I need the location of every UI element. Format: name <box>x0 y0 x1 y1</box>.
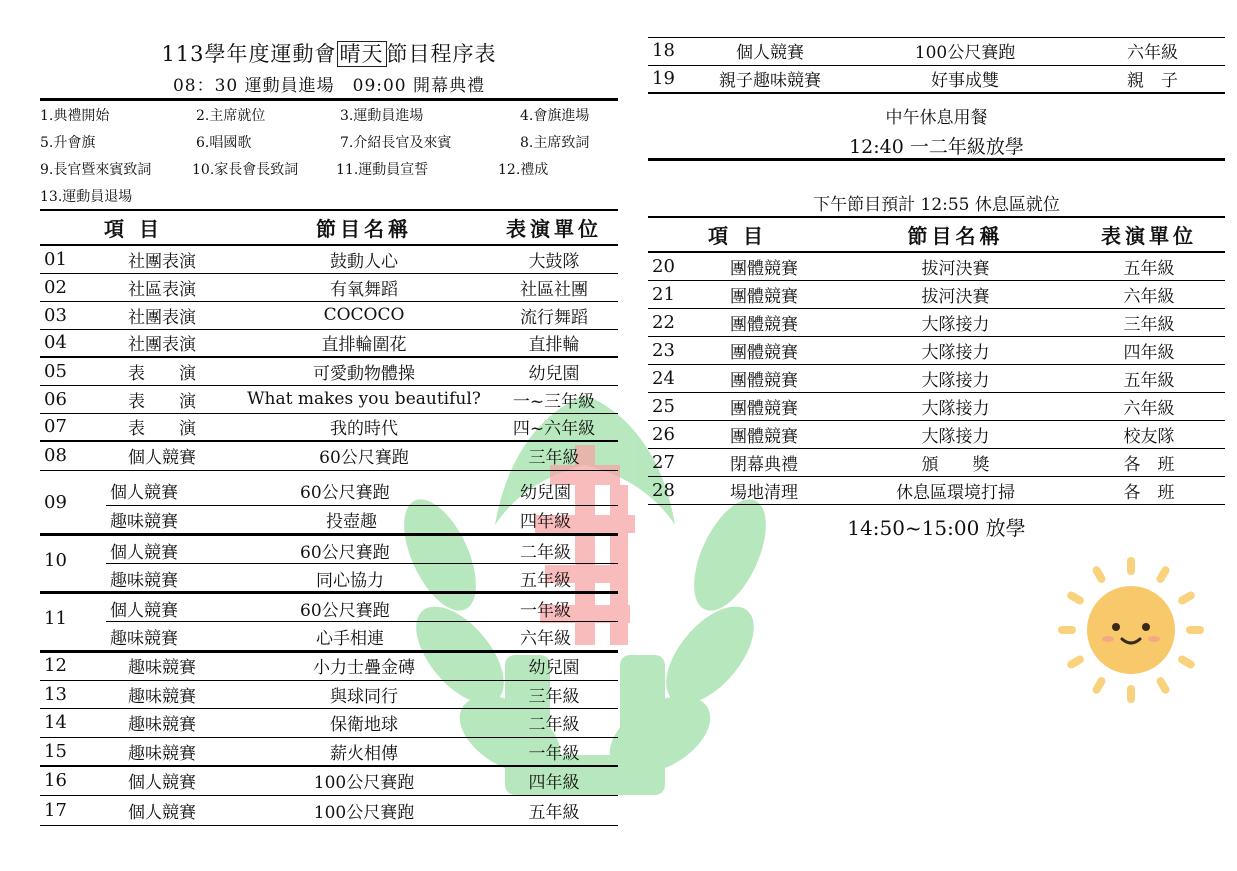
table-row: 17 個人競賽 100公尺賽跑 五年級 <box>40 795 618 825</box>
table-row: 04 社團表演 直排輪圍花 直排輪 <box>40 329 618 357</box>
ceremony-row: 9.長官暨來賓致詞 10.家長會長致詞 11.運動員宣誓 12.禮成 <box>40 162 549 178</box>
group-number: 10 <box>44 550 67 571</box>
table-row: 08 個人競賽 60公尺賽跑 三年級 <box>40 441 618 470</box>
page-subtitle: 08：30 運動員進場 09:00 開幕典禮 <box>172 76 486 96</box>
table-row: 20 團體競賽 拔河決賽 五年級 <box>648 252 1225 280</box>
grade-1-2-dismissal: 12:40 一二年級放學 <box>849 136 1024 158</box>
header-item: 項 目 <box>648 217 838 252</box>
table-row: 13 趣味競賽 與球同行 三年級 <box>40 680 618 708</box>
table-row: 27 閉幕典禮 頒 獎 各 班 <box>648 448 1225 476</box>
table-row: 24 團體競賽 大隊接力 五年級 <box>648 364 1225 392</box>
table-row: 趣味競賽 同心協力 五年級 <box>110 571 571 591</box>
table-row: 12 趣味競賽 小力士疊金磚 幼兒園 <box>40 652 618 680</box>
header-item: 項 目 <box>40 210 238 245</box>
table-row: 15 趣味競賽 薪火相傳 一年級 <box>40 737 618 766</box>
table-row: 06 表 演 What makes you beautiful? 一~三年級 <box>40 385 618 413</box>
table-row: 22 團體競賽 大隊接力 三年級 <box>648 308 1225 336</box>
header-name: 節目名稱 <box>838 217 1073 252</box>
table-row: 21 團體競賽 拔河決賽 六年級 <box>648 280 1225 308</box>
header-unit: 表演單位 <box>490 210 618 245</box>
table-row: 05 表 演 可愛動物體操 幼兒園 <box>40 357 618 385</box>
table-row: 19 親子趣味競賽 好事成雙 親 子 <box>648 65 1225 93</box>
schedule-table-right-top <box>648 37 1225 94</box>
table-row: 23 團體競賽 大隊接力 四年級 <box>648 336 1225 364</box>
weather-tag: 晴天 <box>337 41 387 67</box>
group-09 <box>40 475 618 533</box>
table-row: 03 社團表演 COCOCO 流行舞蹈 <box>40 301 618 329</box>
table-row: 趣味競賽 心手相連 六年級 <box>110 629 571 649</box>
table-row: 25 團體競賽 大隊接力 六年級 <box>648 392 1225 420</box>
ceremony-row: 13.運動員退場 <box>40 189 133 205</box>
header-unit: 表演單位 <box>1073 217 1225 252</box>
page-title: 113學年度運動會 晴天 節目程序表 <box>161 42 497 66</box>
table-row: 18 個人競賽 100公尺賽跑 六年級 <box>648 37 1225 65</box>
header-name: 節目名稱 <box>238 210 490 245</box>
schedule-table-left-b <box>40 652 618 826</box>
table-row: 16 個人競賽 100公尺賽跑 四年級 <box>40 766 618 795</box>
table-row: 02 社區表演 有氧舞蹈 社區社團 <box>40 273 618 301</box>
ceremony-row: 5.升會旗 6.唱國歌 7.介紹長官及來賓 8.主席致詞 <box>40 135 590 151</box>
table-row: 14 趣味競賽 保衛地球 二年級 <box>40 708 618 737</box>
table-row: 26 團體競賽 大隊接力 校友隊 <box>648 420 1225 448</box>
ceremony-row: 1.典禮開始 2.主席就位 3.運動員進場 4.會旗進場 <box>40 108 590 124</box>
table-row: 個人競賽 60公尺賽跑 一年級 <box>110 601 571 621</box>
table-row: 個人競賽 60公尺賽跑 幼兒園 <box>110 483 571 503</box>
group-10 <box>40 536 618 591</box>
table-row: 趣味競賽 投壺趣 四年級 <box>110 512 571 532</box>
table-row: 個人競賽 60公尺賽跑 二年級 <box>110 543 571 563</box>
group-11 <box>40 594 618 650</box>
table-row: 28 場地清理 休息區環境打掃 各 班 <box>648 476 1225 504</box>
group-number: 09 <box>44 492 67 513</box>
table-row: 01 社團表演 鼓動人心 大鼓隊 <box>40 245 618 273</box>
schedule-table-left-a <box>40 209 618 471</box>
final-dismissal: 14:50~15:00 放學 <box>847 516 1026 540</box>
afternoon-note: 下午節目預計 12:55 休息區就位 <box>813 195 1060 215</box>
smiling-sun-icon <box>1056 555 1206 705</box>
lunch-break: 中午休息用餐 <box>885 108 988 128</box>
group-number: 11 <box>44 608 67 629</box>
ceremony-order <box>40 101 618 209</box>
table-row: 07 表 演 我的時代 四~六年級 <box>40 413 618 441</box>
schedule-table-right <box>648 216 1225 505</box>
